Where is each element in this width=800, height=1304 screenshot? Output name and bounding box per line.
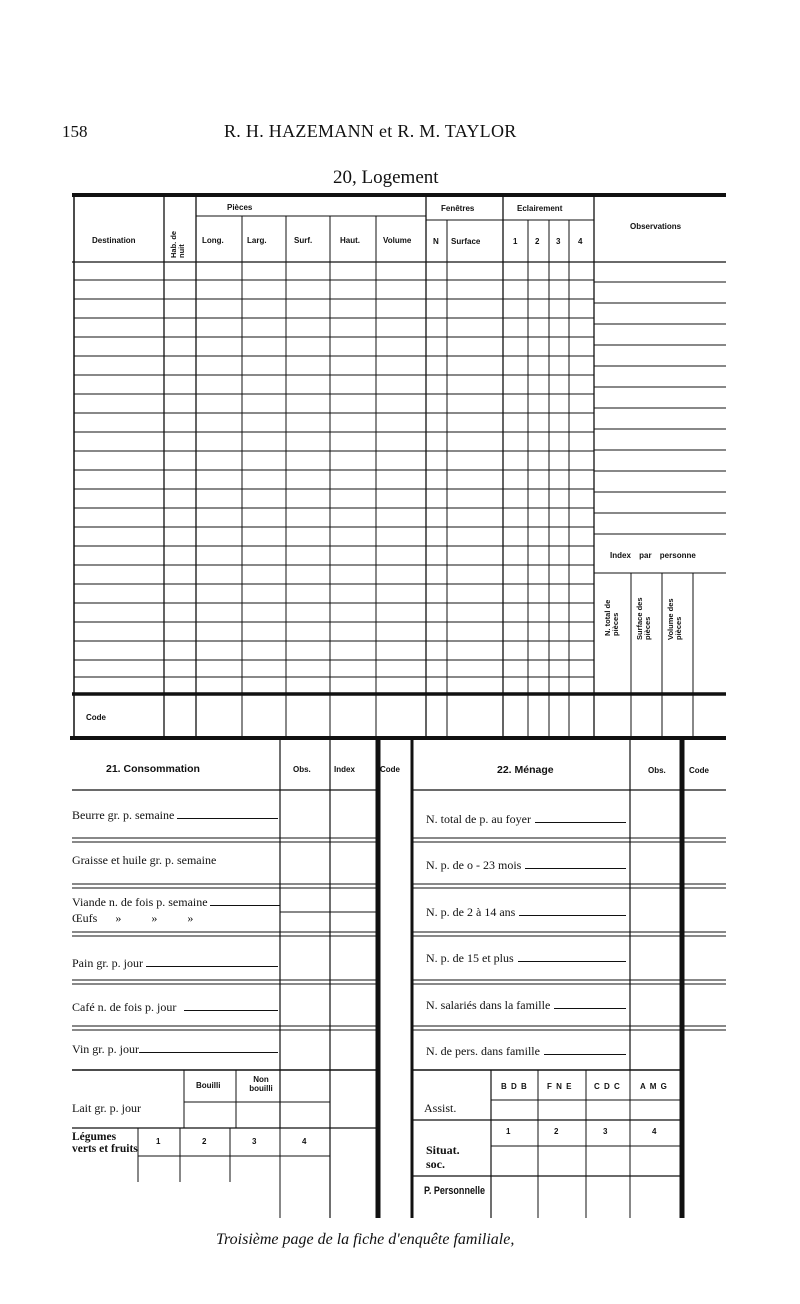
consommation-row-pain bbox=[72, 956, 278, 971]
menage-obs: Obs. bbox=[648, 766, 666, 775]
bouilli-header: Bouilli bbox=[196, 1081, 221, 1090]
legumes-col-4: 4 bbox=[302, 1137, 307, 1146]
legumes-label: Légumes verts et fruits bbox=[72, 1131, 138, 1155]
consommation-row-oeufs: Œufs » » » bbox=[72, 911, 194, 925]
row-label: Café n. de fois p. jour bbox=[72, 1000, 177, 1014]
menage-title: 22. Ménage bbox=[497, 764, 554, 776]
row-label: Beurre gr. p. semaine bbox=[72, 808, 175, 822]
group-eclairement: Eclairement bbox=[517, 204, 563, 213]
col-n: N bbox=[433, 237, 439, 246]
menage-code: Code bbox=[689, 766, 709, 775]
row-label: N. p. de 2 à 14 ans bbox=[426, 905, 516, 919]
fill-line bbox=[519, 915, 626, 916]
index-col-surface-pieces: Surface des pièces bbox=[635, 597, 652, 640]
menage-row-pers bbox=[426, 1044, 626, 1059]
menage-row-0-23 bbox=[426, 858, 626, 873]
fill-line bbox=[518, 961, 626, 962]
row-label: Pain gr. p. jour bbox=[72, 956, 143, 970]
situat-col-1: 1 bbox=[506, 1127, 511, 1136]
menage-row-15-plus bbox=[426, 951, 626, 966]
col-destination: Destination bbox=[92, 236, 136, 245]
index-col-total-pieces: N. total de pièces bbox=[603, 599, 620, 636]
fill-line bbox=[177, 818, 278, 819]
consommation-obs: Obs. bbox=[293, 765, 311, 774]
col-e3: 3 bbox=[556, 237, 561, 246]
legumes-col-2: 2 bbox=[202, 1137, 207, 1146]
col-surface: Surface bbox=[451, 237, 481, 246]
index-par-personne: Index par personne bbox=[610, 551, 696, 560]
consommation-row-vin bbox=[72, 1042, 278, 1057]
index-col-volume-pieces: Volume des pièces bbox=[666, 598, 683, 640]
logement-code-label: Code bbox=[86, 713, 106, 722]
fill-line bbox=[139, 1052, 278, 1053]
consommation-row-viande bbox=[72, 895, 280, 910]
fill-line bbox=[554, 1008, 626, 1009]
assist-col-fne: F N E bbox=[547, 1082, 573, 1091]
situat-col-3: 3 bbox=[603, 1127, 608, 1136]
lait-label: Lait gr. p. jour bbox=[72, 1101, 141, 1115]
fill-line bbox=[184, 1010, 278, 1011]
fill-line bbox=[210, 905, 280, 906]
consommation-row-graisse: Graisse et huile gr. p. semaine bbox=[72, 853, 217, 867]
consommation-index: Index bbox=[334, 765, 355, 774]
col-volume: Volume bbox=[383, 236, 412, 245]
fill-line bbox=[544, 1054, 626, 1055]
personnelle-label: P. Personnelle bbox=[424, 1185, 486, 1197]
fill-line bbox=[146, 966, 278, 967]
situat-label: Situat. soc. bbox=[426, 1143, 460, 1171]
row-label: Vin gr. p. jour bbox=[72, 1042, 139, 1056]
legumes-col-3: 3 bbox=[252, 1137, 257, 1146]
row-label: Viande n. de fois p. semaine bbox=[72, 895, 208, 909]
col-e4: 4 bbox=[578, 237, 583, 246]
fill-line bbox=[525, 868, 626, 869]
group-fenetres: Fenêtres bbox=[441, 204, 475, 213]
consommation-title: 21. Consommation bbox=[106, 763, 200, 775]
assist-col-amg: A M G bbox=[640, 1082, 668, 1091]
row-label: N. p. de o - 23 mois bbox=[426, 858, 522, 872]
fill-line bbox=[535, 822, 626, 823]
col-surf: Surf. bbox=[294, 236, 313, 245]
row-label: N. p. de 15 et plus bbox=[426, 951, 514, 965]
figure-caption: Troisième page de la fiche d'enquête familiale, bbox=[216, 1231, 515, 1248]
col-e1: 1 bbox=[513, 237, 518, 246]
situat-col-4: 4 bbox=[652, 1127, 657, 1136]
row-label: N. total de p. au foyer bbox=[426, 812, 531, 826]
menage-row-total bbox=[426, 812, 626, 827]
assist-col-cdc: C D C bbox=[594, 1082, 621, 1091]
running-head: R. H. HAZEMANN et R. M. TAYLOR bbox=[224, 121, 517, 141]
col-hab-nuit: Hab. de nuit bbox=[169, 230, 186, 258]
col-larg: Larg. bbox=[247, 236, 267, 245]
group-pieces: Pièces bbox=[227, 203, 253, 212]
col-e2: 2 bbox=[535, 237, 540, 246]
non-bouilli-header: Non bouilli bbox=[249, 1075, 273, 1093]
consommation-row-beurre bbox=[72, 808, 278, 823]
col-haut: Haut. bbox=[340, 236, 360, 245]
menage-row-2-14 bbox=[426, 905, 626, 920]
observations-header: Observations bbox=[630, 222, 682, 231]
assist-label: Assist. bbox=[424, 1101, 457, 1115]
row-label: N. de pers. dans famille bbox=[426, 1044, 540, 1058]
menage-row-salaries bbox=[426, 998, 626, 1013]
col-long: Long. bbox=[202, 236, 224, 245]
legumes-col-1: 1 bbox=[156, 1137, 161, 1146]
situat-col-2: 2 bbox=[554, 1127, 559, 1136]
consommation-code: Code bbox=[380, 765, 400, 774]
page-number: 158 bbox=[62, 122, 88, 141]
consommation-row-cafe bbox=[72, 1000, 278, 1015]
row-label: N. salariés dans la famille bbox=[426, 998, 551, 1012]
assist-col-bdb: B D B bbox=[501, 1082, 528, 1091]
section-title: 20, Logement bbox=[333, 167, 439, 188]
